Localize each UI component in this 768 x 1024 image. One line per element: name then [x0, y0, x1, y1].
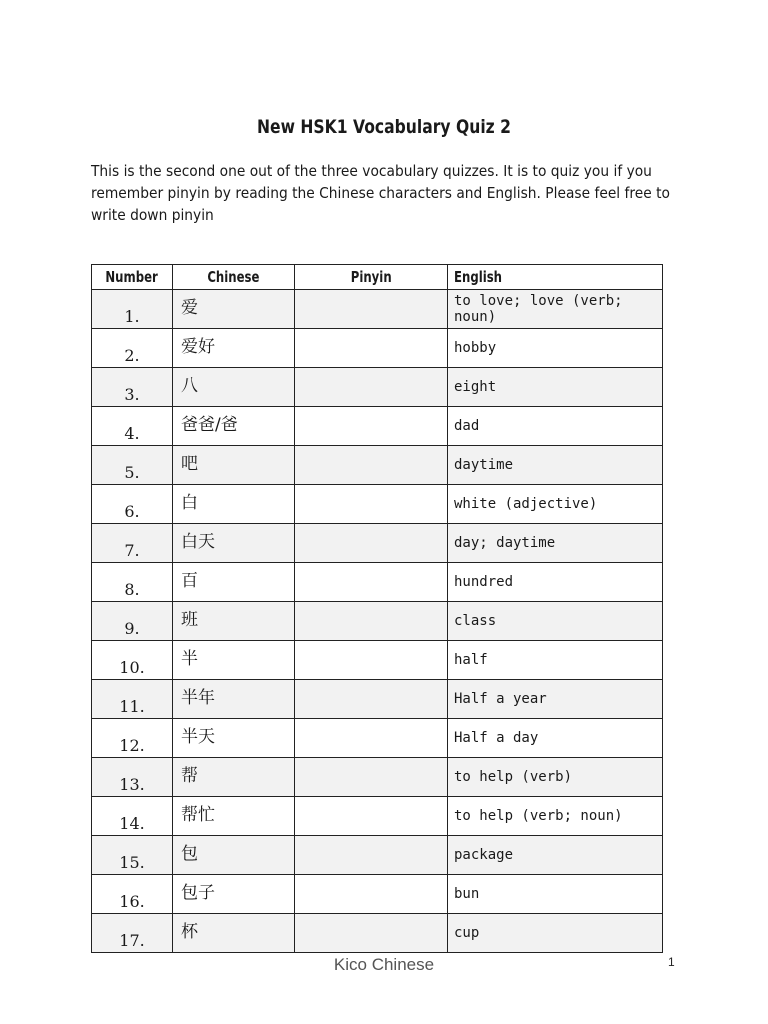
- table-row: [92, 329, 663, 368]
- chinese-term: 爱: [173, 290, 295, 329]
- table-row: [92, 836, 663, 875]
- chinese-term: 帮忙: [173, 797, 295, 836]
- chinese-term: 白天: [173, 524, 295, 563]
- intro-paragraph: This is the second one out of the three vocabulary quizzes. It is to quiz you if you remember pinyin by reading the Chinese characters and English. Please feel free to write down pinyin: [91, 162, 670, 224]
- pinyin-answer-cell[interactable]: [295, 329, 448, 368]
- pinyin-answer-cell[interactable]: [295, 368, 448, 407]
- row-number: 11.: [92, 680, 173, 719]
- pinyin-answer-cell[interactable]: [295, 875, 448, 914]
- pinyin-answer-cell[interactable]: [295, 836, 448, 875]
- table-row: [92, 368, 663, 407]
- english-meaning: package: [448, 836, 663, 875]
- chinese-term: 半: [173, 641, 295, 680]
- footer-brand: Kico Chinese: [333, 955, 435, 974]
- pinyin-answer-cell[interactable]: [295, 446, 448, 485]
- pinyin-answer-cell[interactable]: [295, 602, 448, 641]
- chinese-term: 半天: [173, 719, 295, 758]
- table-row: [92, 407, 663, 446]
- row-number: 8.: [92, 563, 173, 602]
- table-row: [92, 758, 663, 797]
- vocabulary-table: [91, 264, 663, 953]
- table-row: [92, 290, 663, 329]
- english-meaning: Half a year: [448, 680, 663, 719]
- table-row: [92, 485, 663, 524]
- chinese-term: 八: [173, 368, 295, 407]
- header-english: English: [448, 265, 663, 290]
- row-number: 10.: [92, 641, 173, 680]
- chinese-term: 爱好: [173, 329, 295, 368]
- chinese-term: 帮: [173, 758, 295, 797]
- chinese-term: 班: [173, 602, 295, 641]
- row-number: 3.: [92, 368, 173, 407]
- pinyin-answer-cell[interactable]: [295, 680, 448, 719]
- table-row: [92, 914, 663, 953]
- table-row: [92, 563, 663, 602]
- pinyin-answer-cell[interactable]: [295, 563, 448, 602]
- english-meaning: hundred: [448, 563, 663, 602]
- row-number: 4.: [92, 407, 173, 446]
- chinese-term: 爸爸/爸: [173, 407, 295, 446]
- english-meaning: class: [448, 602, 663, 641]
- pinyin-answer-cell[interactable]: [295, 758, 448, 797]
- row-number: 14.: [92, 797, 173, 836]
- pinyin-answer-cell[interactable]: [295, 797, 448, 836]
- row-number: 6.: [92, 485, 173, 524]
- english-meaning: cup: [448, 914, 663, 953]
- pinyin-answer-cell[interactable]: [295, 524, 448, 563]
- table-row: [92, 641, 663, 680]
- vocabulary-table-body: [92, 290, 663, 953]
- chinese-term: 吧: [173, 446, 295, 485]
- table-row: [92, 680, 663, 719]
- header-pinyin: Pinyin: [295, 265, 448, 290]
- english-meaning: to help (verb): [448, 758, 663, 797]
- row-number: 16.: [92, 875, 173, 914]
- row-number: 15.: [92, 836, 173, 875]
- table-row: [92, 602, 663, 641]
- row-number: 9.: [92, 602, 173, 641]
- row-number: 1.: [92, 290, 173, 329]
- row-number: 17.: [92, 914, 173, 953]
- pinyin-answer-cell[interactable]: [295, 407, 448, 446]
- english-meaning: eight: [448, 368, 663, 407]
- header-chinese: Chinese: [173, 265, 295, 290]
- chinese-term: 包: [173, 836, 295, 875]
- page-number: 1: [668, 955, 675, 969]
- english-meaning: white (adjective): [448, 485, 663, 524]
- row-number: 2.: [92, 329, 173, 368]
- english-meaning: half: [448, 641, 663, 680]
- header-number: Number: [92, 265, 173, 290]
- chinese-term: 百: [173, 563, 295, 602]
- english-meaning: hobby: [448, 329, 663, 368]
- pinyin-answer-cell[interactable]: [295, 914, 448, 953]
- table-row: [92, 524, 663, 563]
- table-row: [92, 797, 663, 836]
- english-meaning: Half a day: [448, 719, 663, 758]
- table-row: [92, 719, 663, 758]
- page-title: New HSK1 Vocabulary Quiz 2: [256, 116, 512, 138]
- chinese-term: 白: [173, 485, 295, 524]
- chinese-term: 杯: [173, 914, 295, 953]
- pinyin-answer-cell[interactable]: [295, 719, 448, 758]
- pinyin-answer-cell[interactable]: [295, 485, 448, 524]
- english-meaning: to help (verb; noun): [448, 797, 663, 836]
- row-number: 7.: [92, 524, 173, 563]
- english-meaning: day; daytime: [448, 524, 663, 563]
- english-meaning: to love; love (verb; noun): [448, 290, 663, 329]
- pinyin-answer-cell[interactable]: [295, 641, 448, 680]
- english-meaning: daytime: [448, 446, 663, 485]
- table-row: [92, 875, 663, 914]
- chinese-term: 半年: [173, 680, 295, 719]
- english-meaning: dad: [448, 407, 663, 446]
- chinese-term: 包子: [173, 875, 295, 914]
- row-number: 12.: [92, 719, 173, 758]
- row-number: 5.: [92, 446, 173, 485]
- row-number: 13.: [92, 758, 173, 797]
- pinyin-answer-cell[interactable]: [295, 290, 448, 329]
- table-row: [92, 446, 663, 485]
- table-header-row: [92, 265, 663, 290]
- english-meaning: bun: [448, 875, 663, 914]
